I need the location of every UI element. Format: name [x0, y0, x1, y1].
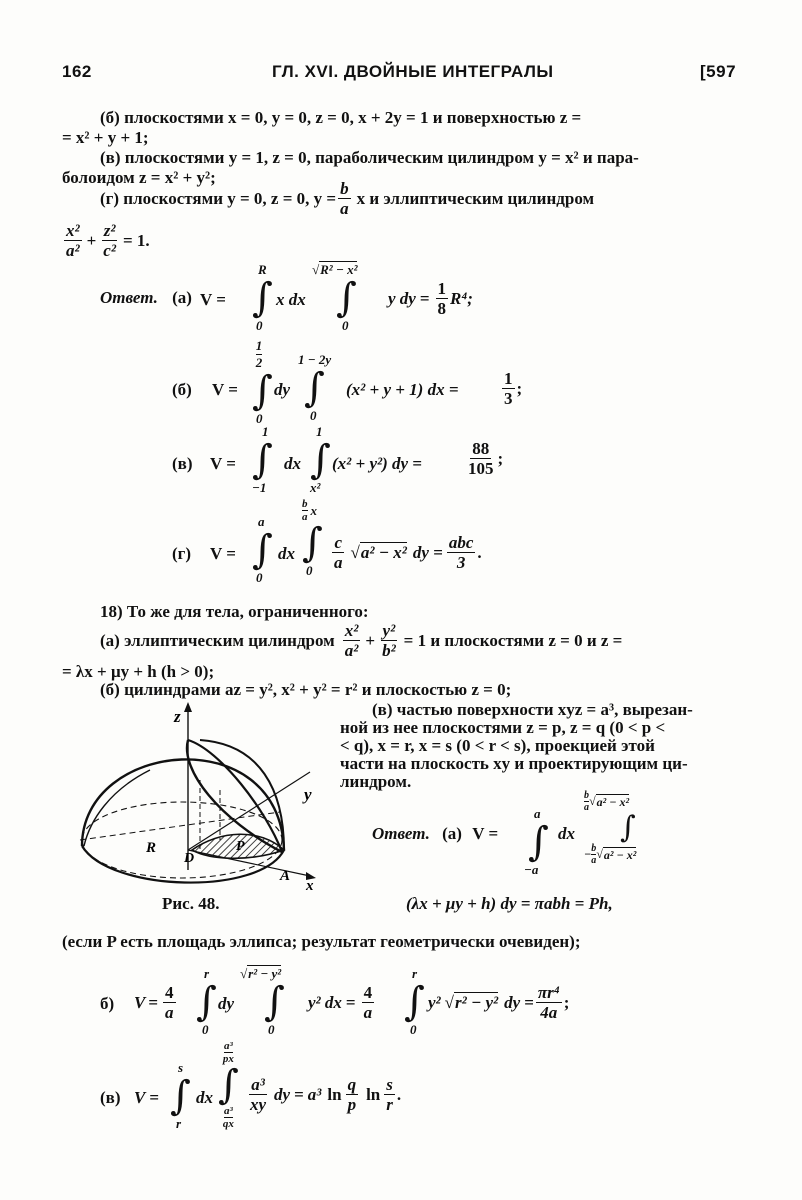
problem18-v-line2: ной из нее плоскостями z = p, z = q (0 < p < — [340, 718, 666, 737]
problem18-answer-b-label: б) — [100, 994, 115, 1013]
label-r: R — [146, 840, 157, 856]
answer-a-xdx: x dx — [276, 290, 306, 309]
problem18-answer-v-end: $\frac{\text{a³}}{xy}$ dy = a³ ln $\frac{q}{p}$ ln $\frac{s}{r}$ . — [250, 1075, 402, 1114]
integral-18v-inner: a³ px ∫ a³ qx — [218, 1040, 239, 1130]
figure-caption: Рис. 48. — [162, 894, 220, 913]
problem18-answer-v-lhs: V = — [134, 1088, 159, 1107]
problem18-answer-dx: dx — [558, 824, 575, 843]
problem18-answer-v-label: (в) — [100, 1088, 121, 1107]
integral-v-inner: 1 ∫ x² — [310, 424, 331, 495]
integral-a-outer: R ∫ 0 — [252, 262, 273, 333]
answer-b-dy: dy — [274, 380, 291, 399]
problem18-v-line4: части на плоскость xy и проектирующим ци- — [340, 754, 688, 773]
answer-g-label: (г) — [172, 544, 192, 563]
answer-v-dx: dx — [284, 454, 301, 473]
integral-b-outer: 1 2 ∫ 0 — [252, 338, 273, 426]
integral-18b-outer: r ∫ 0 — [196, 966, 217, 1037]
integral-18a-outer: a ∫ −a — [524, 806, 549, 877]
answer-g-dx: dx — [278, 544, 295, 563]
problem18-b-line: (б) цилиндрами az = y², x² + y² = r² и плоскостью z = 0; — [100, 680, 512, 699]
item-b-line1: (б) плоскостями x = 0, y = 0, z = 0, x + 2y = 1 и поверхностью z = — [100, 108, 582, 127]
answer-a-label: (а) — [172, 288, 192, 307]
page-number: 162 — [62, 62, 92, 81]
integral-v-outer: 1 ∫ −1 — [252, 424, 273, 495]
answer-v-integrand: (x² + y²) dy = — [332, 454, 422, 473]
answer-b-integrand: (x² + y + 1) dx = — [346, 380, 459, 399]
answer-g-integrand: $\frac{c}{a}$ √ a² − x² dy = $\frac{\text{abc}}{3}$ . — [334, 533, 482, 572]
problem18-title: 18) То же для тела, ограниченного: — [100, 602, 369, 621]
answer-v-lhs: V = — [210, 454, 236, 473]
integral-18a-inner: b a √ a² − x² ∫ − $\frac{b}{a}$ √ a² − x² — [584, 790, 637, 866]
item-b-line2: = x² + y + 1; — [62, 128, 149, 147]
item-v-line1: (в) плоскостями y = 1, z = 0, параболическим цилиндром y = x² и пара- — [100, 148, 639, 167]
integral-18b-inner: √r² − y² ∫ 0 — [240, 966, 285, 1037]
problem18-v-line5: линдром. — [340, 772, 412, 791]
item-g-line2: $\frac{\text{x²}}{\text{a²}}$ + $\frac{\text{z²}}{\text{c²}}$ = 1. — [66, 221, 150, 260]
answer-v-label: (в) — [172, 454, 193, 473]
item-g-text-b: x и эллиптическим цилиндром — [356, 188, 595, 208]
answer-b-value: $\frac{1}{3}$ ; — [504, 369, 523, 408]
answer-b-label: (б) — [172, 380, 192, 399]
problem18-answer-b-end: y² √ r² − y² dy = $\frac{\text{πr⁴}}{4a}$ ; — [428, 983, 570, 1022]
answer-label: Ответ. (а) — [100, 288, 192, 307]
label-x: x — [306, 878, 314, 894]
problem18-a-line2: = λx + μy + h (h > 0); — [62, 662, 215, 681]
label-p: P — [236, 839, 245, 854]
problem18-answer-label: Ответ. (а) V = — [372, 824, 499, 843]
fraction-x2-a2: $\frac{\text{x²}}{\text{a²}}$ — [66, 221, 80, 260]
problem-reference: [597 — [700, 62, 737, 81]
item-g-line1 — [100, 180, 594, 217]
fraction-z2-c2: $\frac{\text{z²}}{\text{c²}}$ — [103, 221, 116, 260]
running-title: ГЛ. XVI. ДВОЙНЫЕ ИНТЕГРАЛЫ — [272, 62, 554, 81]
problem18-a-line1: (а) эллиптическим цилиндром $\frac{\text{x²}}{\text{a²}}$ + $\frac{\text{y²}}{\text{b²}}$ = 1 и плоскостями z = 0 и z = — [100, 621, 623, 660]
integral-18v-outer: s ∫ r — [170, 1060, 191, 1131]
problem18-v-line1: (в) частью поверхности xyz = a³, вырезан- — [372, 700, 693, 719]
problem18-remark: (если P есть площадь эллипса; результат геометрически очевиден); — [62, 932, 581, 951]
integral-g-inner: b a x ∫ 0 — [302, 498, 323, 578]
integral-g-outer: a ∫ 0 — [252, 514, 273, 585]
answer-a-lhs: V = — [200, 290, 226, 309]
answer-a-rhs: y dy = $\frac{1}{8}$ R⁴; — [388, 279, 473, 318]
problem18-answer-b-mid: y² dx = $\frac{4}{a}$ — [308, 983, 373, 1022]
integral-18b-single: r ∫ 0 — [404, 966, 425, 1037]
problem18-answer-b-dy: dy — [218, 994, 235, 1013]
label-a: A — [280, 868, 291, 884]
problem18-answer-v-dx: dx — [196, 1088, 213, 1107]
integral-b-inner: 1 − 2y ∫ 0 — [298, 352, 332, 423]
item-g-text-a: (г) плоскостями y = 0, z = 0, y = — [100, 188, 337, 208]
answer-b-lhs: V = — [212, 380, 238, 399]
label-d: D — [184, 851, 195, 866]
label-z: z — [174, 707, 181, 726]
answer-g-lhs: V = — [210, 544, 236, 563]
problem18-v-line3: < q), x = r, x = s (0 < r < s), проекцией этой — [340, 736, 655, 755]
answer-v-value: $\frac{88}{105}$ ; — [468, 439, 504, 478]
figure-48-hemisphere — [70, 700, 340, 910]
integral-a-inner: √R² − x² ∫ 0 — [312, 262, 358, 333]
item-v-line2: болоидом z = x² + y²; — [62, 168, 216, 187]
fraction-b-over-a: $\frac{b}{a}$ — [340, 179, 349, 218]
label-y: y — [304, 785, 312, 804]
problem18-answer-b-lhs: V = $\frac{4}{a}$ — [134, 983, 174, 1022]
item-g-eq-end: = 1. — [122, 230, 150, 250]
problem18-answer-a-end: (λx + μy + h) dy = πabh = Ph, — [406, 894, 613, 913]
